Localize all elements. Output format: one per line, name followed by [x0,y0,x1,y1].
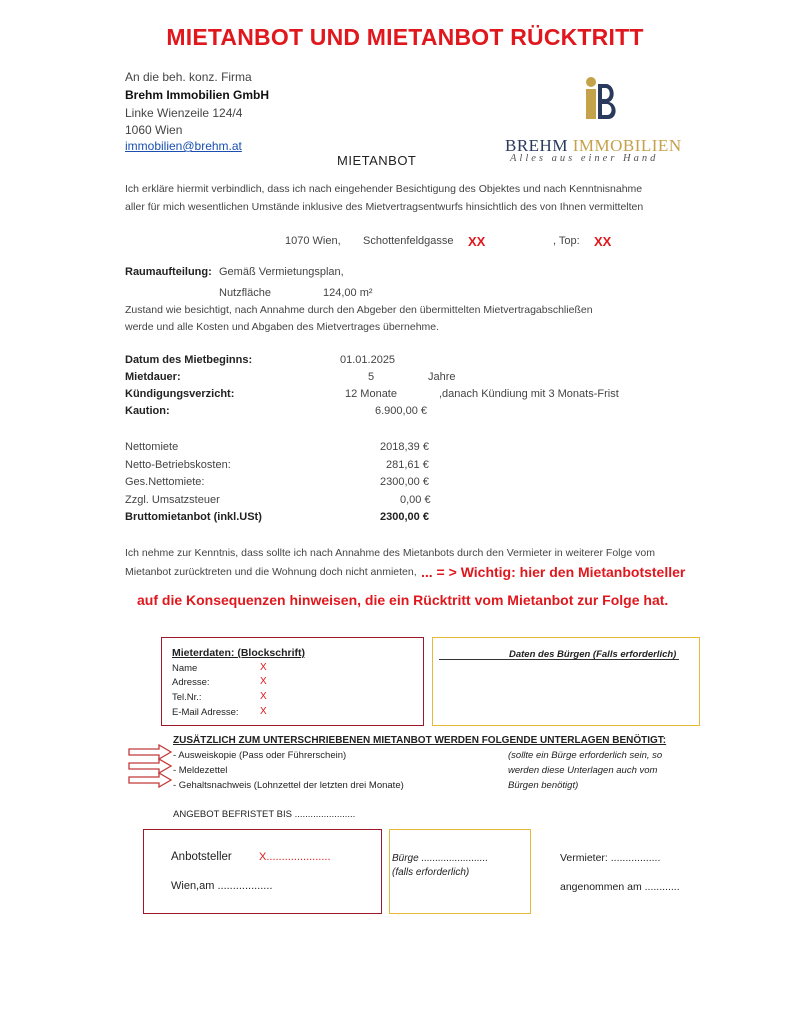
landlord-label: Vermieter: ................. [560,852,661,864]
accepted-on: angenommen am ............ [560,881,680,893]
tenant-name-label: Name [172,663,198,674]
doc-note-line3: Bürgen benötigt) [508,780,579,791]
logo-name: BREHM IMMOBILIEN [505,136,682,155]
guarantor-sign-note: (falls erforderlich) [392,867,470,878]
operating-costs-value: 281,61 € [386,459,429,471]
guarantor-signature-box[interactable] [389,829,531,914]
tenant-address-marker: X [260,676,267,687]
notice-line1: Ich nehme zur Kenntnis, dass sollte ich nach Annahme des Mietanbots durch den Vermieter in weiterer Folge vom [125,547,655,559]
guarantor-header-rule [439,659,679,660]
important-note-line2: auf die Konsequenzen hinweisen, die ein Rücktritt vom Mietanbot zur Folge hat. [137,592,669,608]
start-label: Datum des Mietbeginns: [125,354,253,366]
doc-note-line1: (sollte ein Bürge erforderlich sein, so [508,750,663,761]
offerer-signature-box[interactable] [143,829,382,914]
company-name: Brehm Immobilien GmbH [125,88,270,102]
duration-unit: Jahre [428,371,456,383]
waiver-note: ,danach Kündiung mit 3 Monats-Frist [439,388,619,400]
net-rent-value: 2018,39 € [380,441,429,453]
documents-header: ZUSÄTZLICH ZUM UNTERSCHRIEBENEN MIETANBOT WERDEN FOLGENDE UNTERLAGEN BENÖTIGT: [173,735,667,746]
object-city: 1070 Wien, [285,235,341,247]
waiver-label: Kündigungsverzicht: [125,388,235,400]
deposit-label: Kaution: [125,405,170,417]
duration-value: 5 [368,371,375,383]
tenant-phone-label: Tel.Nr.: [172,692,202,703]
offer-limit: ANGEBOT BEFRISTET BIS ....................... [173,809,356,820]
duration-label: Mietdauer: [125,371,181,383]
waiver-value: 12 Monate [345,388,397,400]
arrow-icons [127,744,175,790]
start-value: 01.01.2025 [340,354,396,366]
intro-line2: aller für mich wesentlichen Umstände inklusive des Mietvertragsentwurfs hinsichtlich des von Ihnen vermittelten [125,201,644,213]
document-heading: MIETANBOT [337,153,417,168]
deposit-value: 6.900,00 € [375,405,427,417]
total-net-value: 2300,00 € [380,476,429,488]
vat-value: 0,00 € [400,494,431,506]
operating-costs-label: Netto-Betriebskosten: [125,459,231,471]
rooms-label: Raumaufteilung: [125,266,212,278]
object-top-label: , Top: [553,235,580,247]
page-title: MIETANBOT UND MIETANBOT RÜCKTRITT [166,24,644,50]
condition-line1: Zustand wie besichtigt, nach Annahme durch den Abgeber den übermittelten Mietvertragabschließen [125,304,593,316]
doc-item-salary: - Gehaltsnachweis (Lohnzettel der letzten drei Monate) [173,780,404,791]
arrow-right-icon [129,745,171,759]
arrow-right-icon [129,759,171,773]
net-rent-label: Nettomiete [125,441,179,453]
email-link[interactable]: immobilien@brehm.at [125,139,242,153]
intro-line1: Ich erkläre hiermit verbindlich, dass ich nach eingehender Besichtigung des Objektes und nach Kenntnisnahme [125,183,643,195]
doc-note-line2: werden diese Unterlagen auch vom [508,765,658,776]
guarantor-data-box[interactable] [432,637,700,726]
guarantor-sign-label: Bürge ........................ [392,853,489,864]
object-top-no: XX [594,234,612,249]
gross-rent-value: 2300,00 € [380,511,429,523]
offerer-label: Anbotsteller [171,851,232,863]
tenant-header: Mieterdaten: (Blockschrift) [172,647,306,659]
area-label: Nutzfläche [219,287,271,299]
tenant-name-marker: X [260,662,267,673]
tenant-address-label: Adresse: [172,677,210,688]
object-street-no: XX [468,234,486,249]
rooms-value: Gemäß Vermietungsplan, [219,266,344,278]
tenant-phone-marker: X [260,691,267,702]
street: Linke Wienzeile 124/4 [125,106,243,120]
address-line1: An die beh. konz. Firma [125,70,252,84]
object-street: Schottenfeldgasse [363,235,454,247]
brehm-logo-icon [578,74,620,122]
tenant-data-box[interactable] [161,637,424,726]
guarantor-header: Daten des Bürgen (Falls erforderlich) [509,649,677,660]
logo-tagline: Alles aus einer Hand [510,153,659,164]
offerer-value: X..................... [259,851,331,863]
tenant-email-label: E-Mail Adresse: [172,707,239,718]
notice-line2: Mietanbot zurücktreten und die Wohnung doch nicht anmieten, [125,566,417,578]
tenant-email-marker: X [260,706,267,717]
city: 1060 Wien [125,123,183,137]
area-value: 124,00 m² [323,287,373,299]
vat-label: Zzgl. Umsatzsteuer [125,494,220,506]
arrow-right-icon [129,773,171,787]
important-note-line1: ... = > Wichtig: hier den Mietanbotsteller [421,564,686,580]
gross-rent-label: Bruttomietanbot (inkl.USt) [125,511,262,523]
doc-item-id: - Ausweiskopie (Pass oder Führerschein) [173,750,347,761]
place-date: Wien,am .................. [171,880,273,892]
doc-item-registration: - Meldezettel [173,765,228,776]
condition-line2: werde und alle Kosten und Abgaben des Mietvertrages übernehme. [125,321,440,333]
total-net-label: Ges.Nettomiete: [125,476,205,488]
